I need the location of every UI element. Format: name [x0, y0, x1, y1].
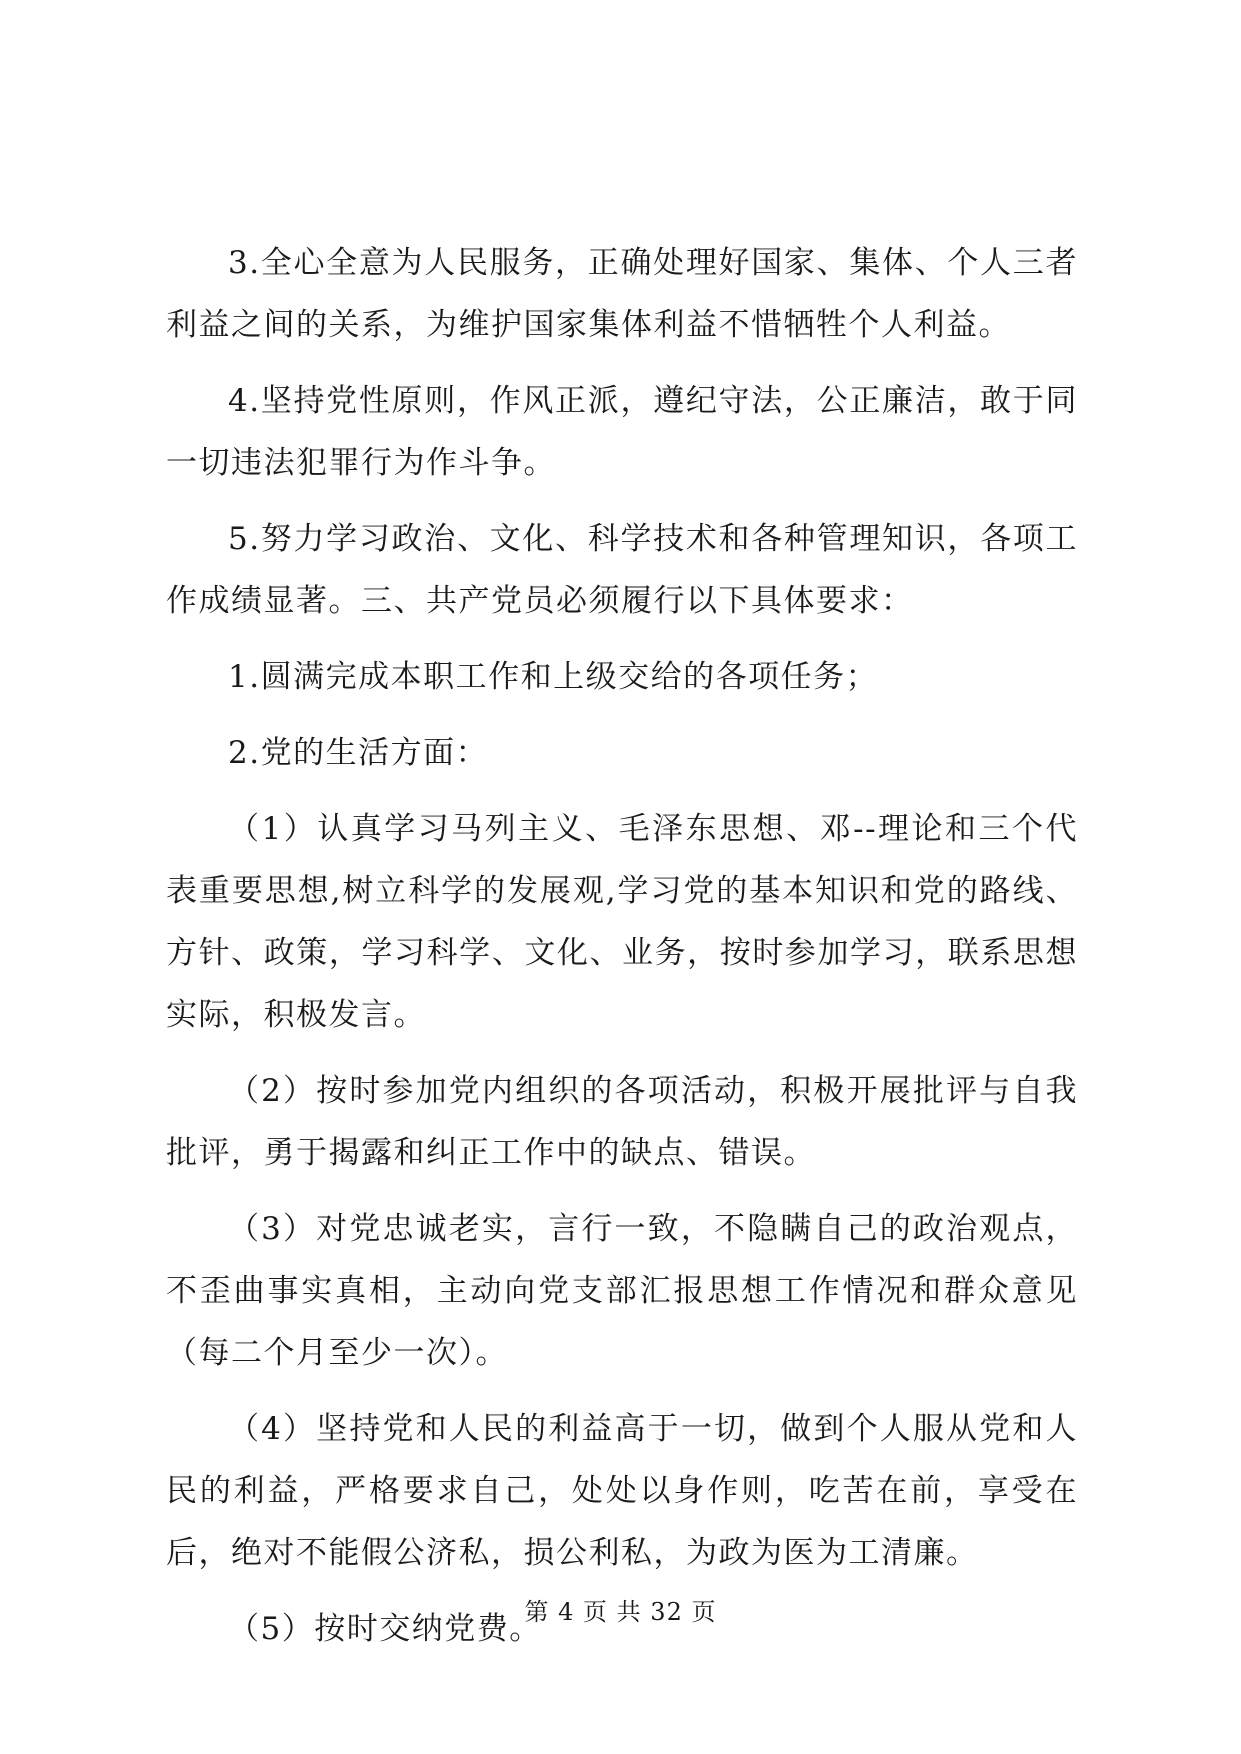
- paragraph-item-4: 4.坚持党性原则，作风正派，遵纪守法，公正廉洁，敢于同一切违法犯罪行为作斗争。: [166, 383, 1078, 481]
- document-body: [166, 232, 1078, 1674]
- paragraph-item-5: 5.努力学习政治、文化、科学技术和各种管理知识，各项工作成绩显著。三、共产党员必须履行以下具体要求：: [166, 521, 1078, 619]
- paragraph-requirement-2: 2.党的生活方面：: [228, 735, 489, 771]
- paragraph-subitem-2: （2）按时参加党内组织的各项活动，积极开展批评与自我批评，勇于揭露和纠正工作中的缺点、错误。: [166, 1073, 1078, 1171]
- paragraph-item-3: 3.全心全意为人民服务，正确处理好国家、集体、个人三者利益之间的关系，为维护国家集体利益不惜牺牲个人利益。: [166, 245, 1078, 343]
- paragraph-subitem-3: （3）对党忠诚老实，言行一致，不隐瞒自己的政治观点，不歪曲事实真相，主动向党支部汇报思想工作情况和群众意见（每二个月至少一次）。: [166, 1211, 1078, 1371]
- paragraph-subitem-1: （1）认真学习马列主义、毛泽东思想、邓--理论和三个代表重要思想,树立科学的发展观,学习党的基本知识和党的路线、方针、政策，学习科学、文化、业务，按时参加学习，联系思想实际，积极发言。: [166, 811, 1078, 1033]
- paragraph-requirement-1: 1.圆满完成本职工作和上级交给的各项任务；: [228, 659, 879, 695]
- paragraph-subitem-4: （4）坚持党和人民的利益高于一切，做到个人服从党和人民的利益，严格要求自己，处处以身作则，吃苦在前，享受在后，绝对不能假公济私，损公利私，为政为医为工清廉。: [166, 1411, 1078, 1571]
- page-number-footer: 第 4 页 共 32 页: [524, 1598, 717, 1626]
- paragraph-subitem-5: （5）按时交纳党费。: [228, 1611, 542, 1647]
